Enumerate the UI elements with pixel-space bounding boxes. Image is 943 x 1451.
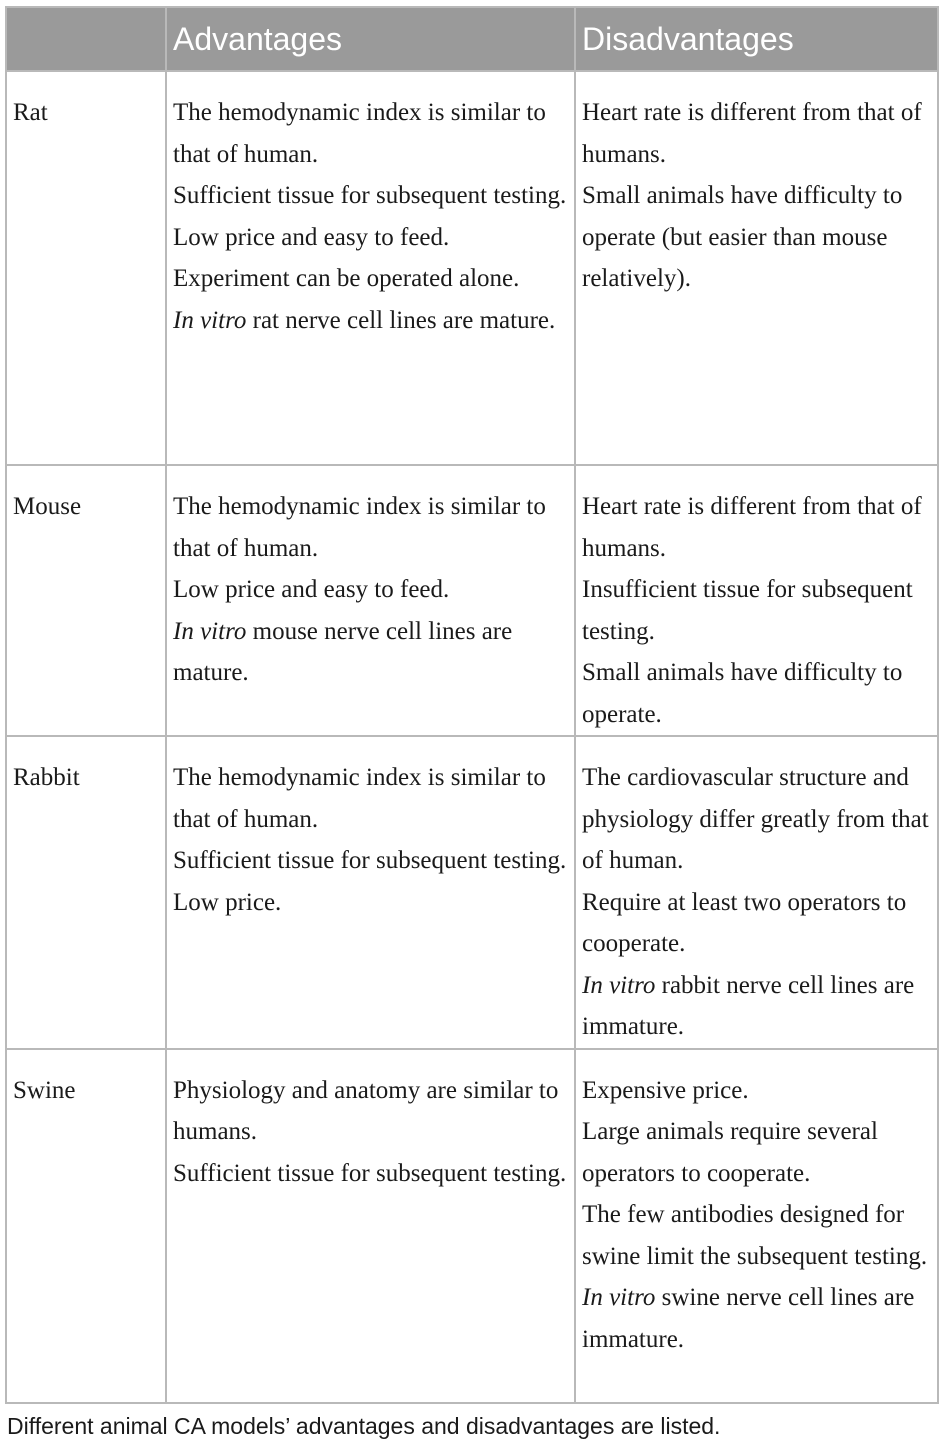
italic-term: In vitro — [173, 617, 247, 645]
disadvantage-text: swine nerve cell lines are immature. — [582, 1284, 915, 1353]
disadvantage-item: The few antibodies designed for swine limit the subsequent testing. — [582, 1201, 928, 1270]
disadvantages-cell — [575, 736, 938, 1049]
advantages-cell — [166, 1049, 575, 1403]
disadvantage-item: Expensive price. — [582, 1076, 749, 1104]
advantage-item: Physiology and anatomy are similar to humans. — [173, 1076, 559, 1145]
disadvantage-item: Insufficient tissue for subsequent testing. — [582, 576, 913, 645]
animal-name: Rat — [6, 71, 166, 465]
advantages-cell — [166, 736, 575, 1049]
disadvantage-item: The cardiovascular structure and physiology differ greatly from that of human. — [582, 764, 929, 874]
advantage-item: Low price and easy to feed. — [173, 223, 450, 251]
advantages-cell — [166, 71, 575, 465]
advantage-text: rat nerve cell lines are mature. — [246, 306, 556, 334]
advantage-item: Sufficient tissue for subsequent testing. — [173, 847, 567, 874]
disadvantages-cell — [575, 71, 938, 465]
table-row-mouse — [6, 465, 938, 736]
disadvantage-item: Small animals have difficulty to operate (but easier than mouse relatively). — [582, 182, 903, 292]
advantage-item — [173, 611, 568, 694]
advantage-item: The hemodynamic index is similar to that of human. — [173, 99, 546, 168]
table-row-rabbit — [6, 736, 938, 1049]
table-header-row — [6, 7, 938, 71]
italic-term: In vitro — [173, 306, 247, 334]
advantage-item: Low price. — [173, 888, 282, 916]
advantage-item — [173, 300, 568, 342]
animal-name: Swine — [6, 1049, 166, 1403]
advantage-item: Low price and easy to feed. — [173, 576, 450, 603]
advantage-text: mouse nerve cell lines are mature. — [173, 617, 513, 686]
advantages-cell — [166, 465, 575, 736]
disadvantage-item — [582, 965, 931, 1048]
advantage-item: The hemodynamic index is similar to that of human. — [173, 764, 546, 833]
disadvantage-item: Heart rate is different from that of humans. — [582, 493, 922, 562]
animal-name: Mouse — [6, 465, 166, 736]
animal-models-table — [5, 6, 939, 1404]
disadvantage-text: rabbit nerve cell lines are immature. — [582, 971, 915, 1040]
italic-term: In vitro — [582, 971, 656, 999]
advantage-item: Sufficient tissue for subsequent testing. — [173, 182, 567, 209]
disadvantages-cell — [575, 465, 938, 736]
disadvantages-cell — [575, 1049, 938, 1403]
disadvantage-item: Heart rate is different from that of humans. — [582, 99, 922, 168]
disadvantage-item: Require at least two operators to cooperate. — [582, 888, 907, 957]
header-blank — [6, 7, 166, 71]
advantage-item: The hemodynamic index is similar to that of human. — [173, 493, 546, 562]
table-caption: Different animal CA models’ advantages and disadvantages are listed. — [7, 1413, 721, 1439]
animal-name: Rabbit — [6, 736, 166, 1049]
header-advantages: Advantages — [166, 7, 575, 71]
comparison-table-container — [5, 6, 937, 1404]
table-row-rat — [6, 71, 938, 465]
disadvantage-item: Large animals require several operators to cooperate. — [582, 1118, 878, 1187]
table-row-swine — [6, 1049, 938, 1403]
header-disadvantages: Disadvantages — [575, 7, 938, 71]
italic-term: In vitro — [582, 1284, 656, 1311]
advantage-item: Sufficient tissue for subsequent testing. — [173, 1159, 567, 1187]
disadvantage-item — [582, 1277, 931, 1360]
disadvantage-item: Small animals have difficulty to operate. — [582, 659, 903, 728]
advantage-item: Experiment can be operated alone. — [173, 265, 520, 292]
